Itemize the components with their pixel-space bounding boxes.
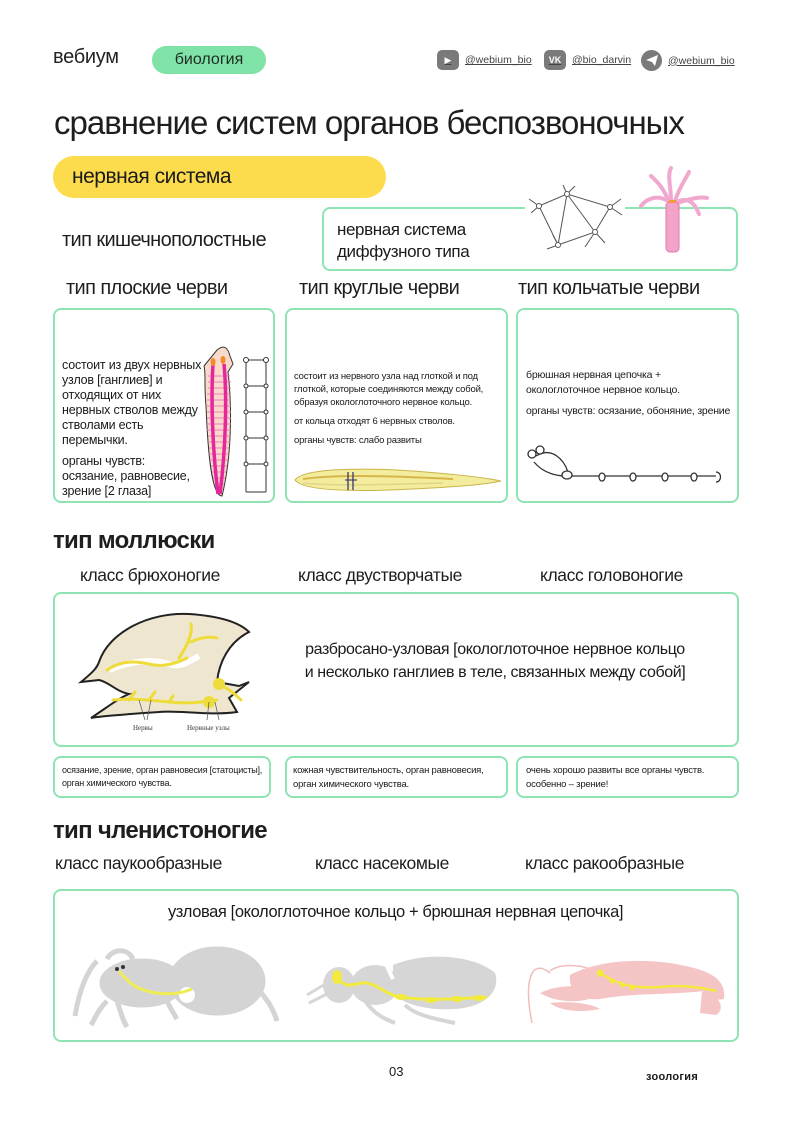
social-vk-link[interactable]: [544, 50, 631, 70]
mollusks-description-line2: и несколько ганглиев в теле, связанных между собой]: [304, 664, 686, 681]
social-youtube-link[interactable]: [437, 50, 532, 70]
bivalves-senses-box: [285, 756, 508, 798]
arthropods-heading: тип членистоногие: [53, 817, 267, 844]
roundworm-diagram: [293, 465, 503, 495]
flatworms-structure-text: состоит из двух нервных узлов [ганглиев] и отходящих от них нервных стволов между стволами есть перемычки.: [62, 358, 202, 447]
roundworms-box: [285, 308, 508, 503]
roundworms-heading: тип круглые черви: [299, 277, 460, 299]
diagram-label-ganglia: Нервные узлы: [187, 724, 230, 732]
annelids-box: [516, 308, 739, 503]
arthropods-class-crustaceans: класс ракообразные: [525, 853, 685, 873]
planarian-diagram: [200, 346, 270, 500]
gastropods-senses-box: [53, 756, 271, 798]
snail-nervous-system-diagram: [69, 602, 259, 742]
mollusks-heading: тип моллюски: [53, 527, 215, 554]
annelids-heading: тип кольчатые черви: [518, 277, 700, 299]
mollusks-class-gastropods: класс брюхоногие: [80, 565, 221, 585]
hydra-diagram: [633, 166, 713, 254]
cephalopods-senses-text: очень хорошо развиты все органы чувств. особенно – зрение!: [526, 765, 705, 790]
page-title: сравнение систем органов беспозвоночных: [54, 104, 684, 141]
cephalopods-senses-box: [516, 756, 739, 798]
social-telegram-link[interactable]: [641, 50, 735, 71]
roundworms-trunks-text: от кольца отходят 6 нервных стволов.: [294, 416, 455, 427]
roundworms-structure-text: состоит из нервного узла над глоткой и под глоткой, которые соединяются между собой, образуя окологлоточного нервное кольцо.: [294, 371, 484, 408]
coelenterates-heading: тип кишечнополостные: [62, 229, 266, 251]
coelenterates-text-line1: нервная система: [337, 220, 466, 239]
bivalves-senses-text: кожная чувствительность, орган равновесия, орган химического чувства.: [293, 765, 484, 790]
annelids-structure-text: брюшная нервная цепочка + окологлоточное нервное кольцо.: [526, 369, 680, 396]
diagram-label-nerves: Нервы: [133, 724, 153, 732]
vk-icon: VK: [544, 50, 566, 70]
telegram-icon: [641, 50, 662, 71]
annelids-senses-text: органы чувств: осязание, обоняние, зрение: [526, 405, 731, 417]
section-pill: нервная система: [53, 156, 386, 198]
arthropods-class-insects: класс насекомые: [315, 853, 449, 873]
page-number: 03: [389, 1064, 404, 1079]
arthropods-description: узловая [окологлоточное кольцо + брюшная нервная цепочка]: [167, 903, 624, 921]
social-handle: @webium_bio: [465, 54, 532, 66]
annelid-chain-diagram: [522, 442, 728, 490]
mollusks-class-cephalopods: класс головоногие: [540, 565, 683, 585]
insect-diagram: [305, 945, 505, 1030]
crayfish-diagram: [520, 943, 730, 1031]
arthropods-box: [53, 889, 739, 1042]
coelenterates-text-line2: диффузного типа: [337, 242, 470, 261]
social-handle: @bio_darvin: [572, 54, 632, 66]
mollusks-class-bivalves: класс двустворчатые: [298, 565, 462, 585]
youtube-icon: ▶: [437, 50, 459, 70]
flatworms-box: [53, 308, 275, 503]
social-handle: @webium_bio: [668, 54, 735, 67]
mollusks-box: [53, 592, 739, 747]
flatworms-heading: тип плоские черви: [66, 277, 228, 299]
mollusks-description-line1: разбросано-узловая [окологлоточное нервное кольцо: [305, 641, 685, 658]
gastropods-senses-text: осязание, зрение, орган равновесия [статоцисты], орган химического чувства.: [62, 765, 263, 788]
flatworms-senses-text: органы чувств: осязание, равновесие, зрение [2 глаза]: [62, 454, 190, 498]
subject-badge[interactable]: биология: [152, 46, 266, 74]
arthropods-class-arachnids: класс паукообразные: [55, 853, 222, 873]
roundworms-senses-text: органы чувств: слабо развиты: [294, 435, 422, 446]
nerve-net-diagram: [525, 185, 625, 250]
brand-logo[interactable]: вебиум: [53, 46, 119, 68]
footer-subject: зоология: [646, 1071, 699, 1083]
spider-diagram: [67, 941, 287, 1029]
